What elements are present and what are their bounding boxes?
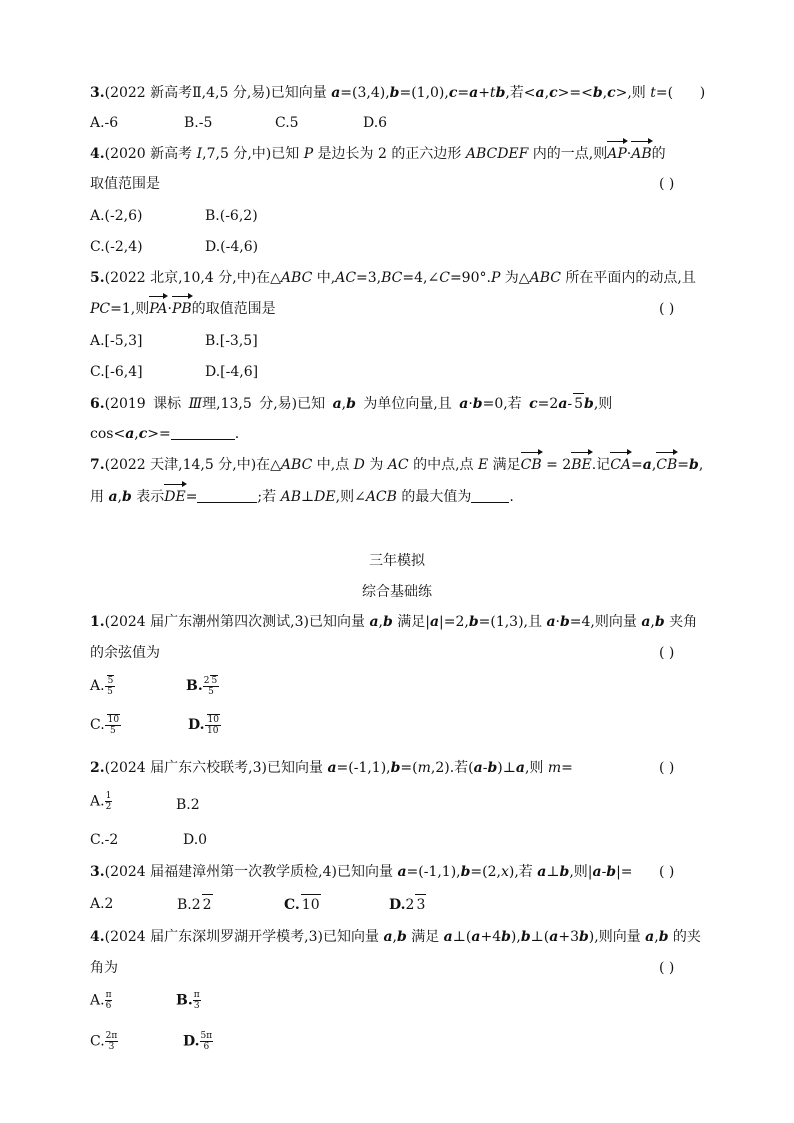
section-subtitle: 综合基础练	[362, 584, 432, 600]
question-5-stem-line2: PC=1,则PA·PB的取值范围是	[90, 301, 276, 317]
m1-option-c[interactable]: C. $\frac{10}{5}$	[90, 715, 120, 736]
m1-option-d[interactable]: D. $\frac{10}{10}$	[188, 715, 219, 736]
question-4-stem-line2: 取值范围是	[90, 176, 160, 192]
question-4-stem: 4.(2020 新高考 Ⅰ,7,5 分,中)已知 P 是边长为 2 的正六边形 ABCDEF 内的一点,则AP·AB的	[90, 146, 666, 162]
mock-question-1-stem-line2: 的余弦值为	[90, 645, 160, 661]
m3-option-c[interactable]: C. 10	[284, 894, 321, 915]
q5-option-a[interactable]: A.[-5,3]	[90, 333, 143, 349]
q4-option-b[interactable]: B.(-6,2)	[205, 208, 258, 224]
q5-answer-paren[interactable]: ( )	[659, 301, 675, 317]
q3-option-a[interactable]: A.-6	[90, 115, 119, 131]
m3-option-b[interactable]: B.2 2	[177, 894, 213, 915]
m3-option-d[interactable]: D.2 3	[389, 894, 426, 915]
q5-option-d[interactable]: D.[-4,6]	[205, 364, 259, 380]
m4-option-b[interactable]: B. $\frac{\pi}{3}$	[176, 990, 200, 1011]
m3-option-a[interactable]: A.2	[90, 896, 114, 912]
mock-question-2-stem: 2.(2024 届广东六校联考,3)已知向量 a=(-1,1),b=(m,2).若(a-b)⊥a,则 m=	[90, 760, 573, 776]
question-6-stem: 6.(2019 课标 Ⅲ理,13,5 分,易)已知 a,b 为单位向量,且 a·b=0,若 c=2a- 5b,则	[90, 393, 612, 414]
m2-option-b[interactable]: B.2	[176, 797, 200, 813]
m2-option-d[interactable]: D.0	[183, 832, 208, 848]
mock-question-4-stem: 4.(2024 届广东深圳罗湖开学模考,3)已知向量 a,b 满足 a⊥(a+4b),b⊥(a+3b),则向量 a,b 的夹	[90, 929, 701, 945]
q5-option-b[interactable]: B.[-3,5]	[205, 333, 258, 349]
q3-option-d[interactable]: D.6	[363, 115, 388, 131]
question-7-answer-line[interactable]: 用 a,b 表示DE= ;若 AB⊥DE,则∠ACB 的最大值为 .	[90, 489, 514, 505]
question-3-stem: 3.(2022 新高考Ⅱ,4,5 分,易)已知向量 a=(3,4),b=(1,0),c=a+tb,若<a,c>=<b,c>,则 t=( )	[90, 85, 706, 101]
q3-option-b[interactable]: B.-5	[184, 115, 213, 131]
q4-option-a[interactable]: A.(-2,6)	[90, 208, 143, 224]
m2-answer-paren[interactable]: ( )	[659, 760, 675, 776]
m2-option-a[interactable]: A. $\frac{1}{2}$	[90, 791, 112, 812]
m1-answer-paren[interactable]: ( )	[659, 645, 675, 661]
q3-option-c[interactable]: C.5	[275, 115, 299, 131]
q4-option-c[interactable]: C.(-2,4)	[90, 239, 143, 255]
q5-option-c[interactable]: C.[-6,4]	[90, 364, 143, 380]
m2-option-c[interactable]: C.-2	[90, 832, 119, 848]
m1-option-b[interactable]: B. $\frac{2 5}{5}$	[186, 676, 218, 697]
m4-option-c[interactable]: C. $\frac{2\pi}{3}$	[90, 1031, 118, 1052]
question-5-stem: 5.(2022 北京,10,4 分,中)在△ABC 中,AC=3,BC=4,∠C=90°.P 为△ABC 所在平面内的动点,且	[90, 270, 696, 286]
question-6-answer-line[interactable]: cos<a,c>= .	[90, 426, 240, 442]
m4-option-a[interactable]: A. $\frac{\pi}{6}$	[90, 990, 112, 1011]
m1-option-a[interactable]: A. $\frac{5}{5}$	[90, 676, 114, 697]
section-title: 三年模拟	[369, 553, 425, 569]
m3-answer-paren[interactable]: ( )	[659, 864, 675, 880]
q4-option-d[interactable]: D.(-4,6)	[205, 239, 259, 255]
mock-question-1-stem: 1.(2024 届广东潮州第四次测试,3)已知向量 a,b 满足|a|=2,b=(1,3),且 a·b=4,则向量 a,b 夹角	[90, 614, 698, 630]
m4-answer-paren[interactable]: ( )	[659, 960, 675, 976]
q4-answer-paren[interactable]: ( )	[659, 176, 675, 192]
question-7-stem: 7.(2022 天津,14,5 分,中)在△ABC 中,点 D 为 AC 的中点,点 E 满足CB = 2BE.记CA=a,CB=b,	[90, 457, 704, 473]
mock-question-3-stem: 3.(2024 届福建漳州第一次教学质检,4)已知向量 a=(-1,1),b=(2,x),若 a⊥b,则|a-b|=	[90, 864, 633, 880]
mock-question-4-stem-line2: 角为	[90, 960, 118, 976]
m4-option-d[interactable]: D. $\frac{5\pi}{6}$	[183, 1031, 213, 1052]
